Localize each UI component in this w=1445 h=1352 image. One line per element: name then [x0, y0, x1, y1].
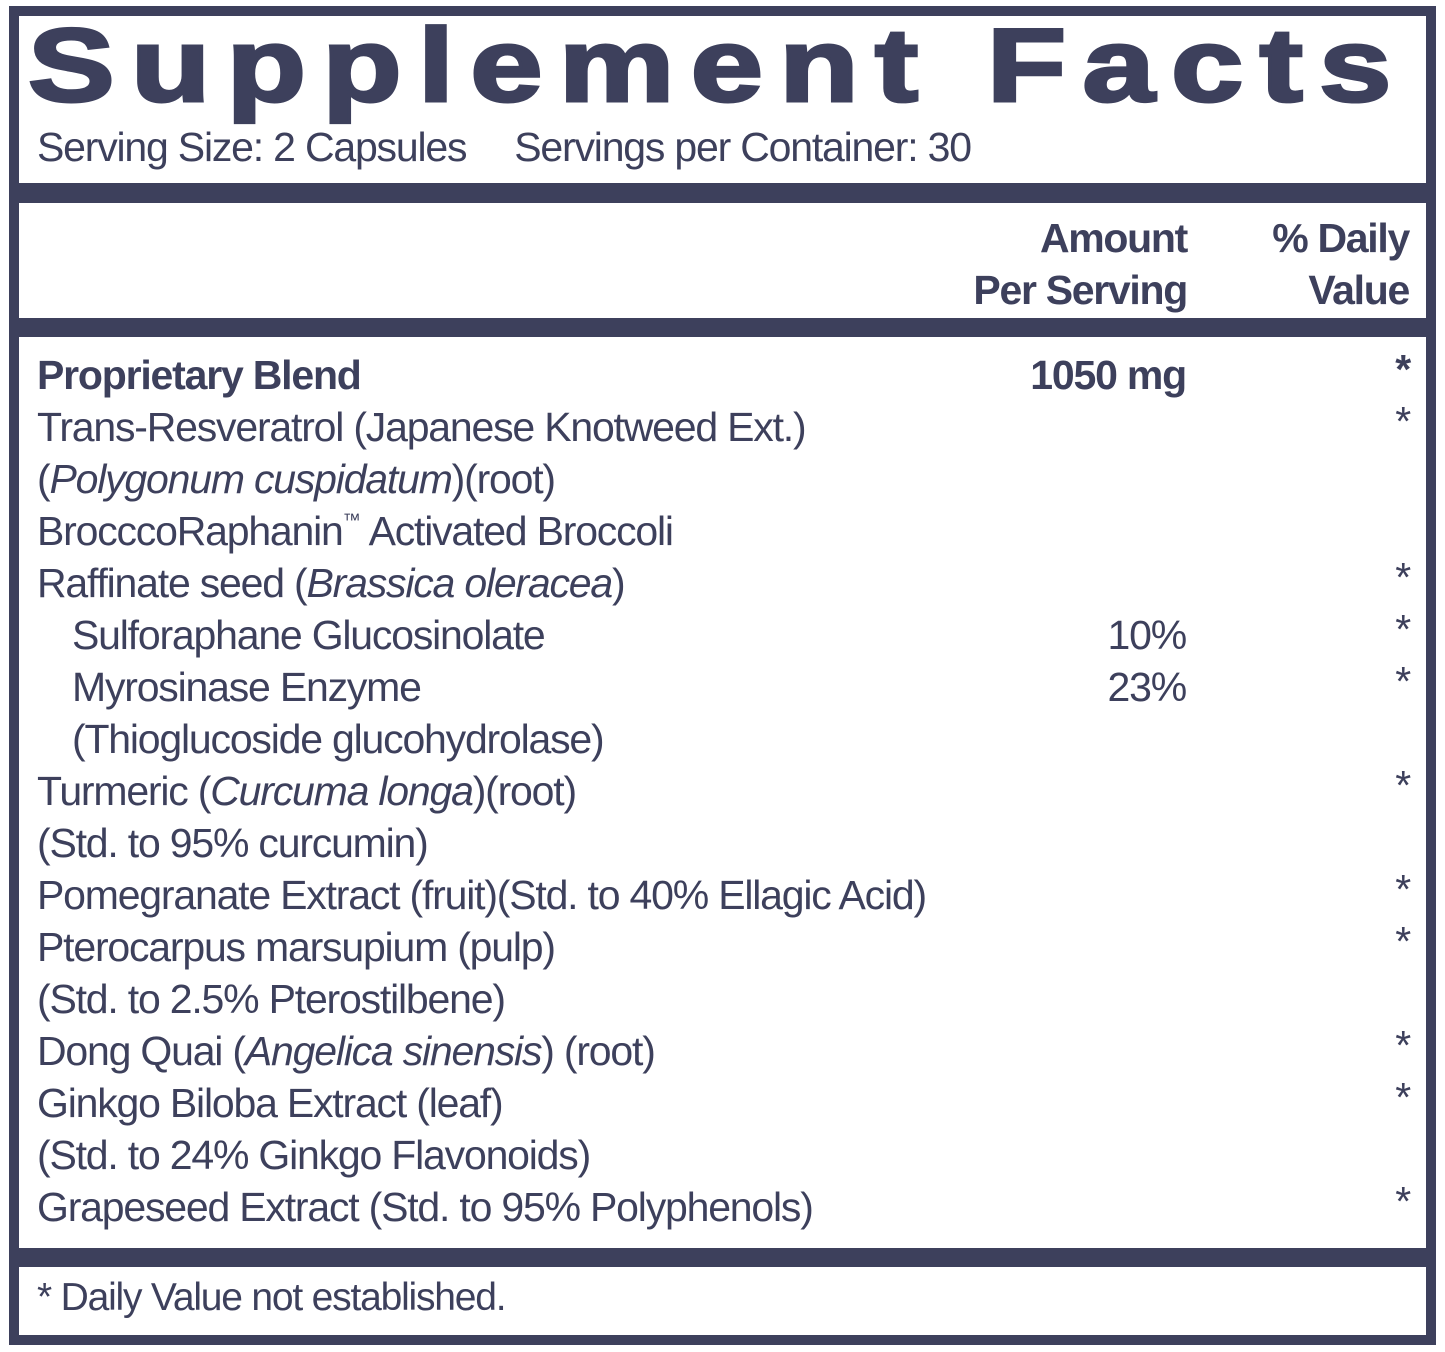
- ingredient-row: [37, 713, 1410, 765]
- divider-thick: [9, 1248, 1436, 1267]
- amount-per-serving: 1050 mg: [1030, 352, 1186, 398]
- ingredient-latin-name: Brassica oleracea: [306, 560, 612, 606]
- ingredient-row: [37, 346, 1410, 401]
- ingredient-text: )(root): [472, 768, 576, 814]
- ingredient-text: Activated Broccoli: [360, 508, 673, 554]
- ingredient-text: Raffinate seed (: [37, 560, 307, 606]
- ingredient-row: [37, 762, 1410, 817]
- ingredient-name: Grapeseed Extract (Std. to 95% Polyphenols): [37, 1184, 813, 1230]
- ingredient-latin-name: Angelica sinensis: [244, 1028, 542, 1074]
- ingredient-row: [37, 658, 1410, 713]
- ingredient-row: [37, 973, 1410, 1025]
- daily-value: *: [1395, 346, 1410, 392]
- label-title: Supplement Facts: [28, 8, 1408, 124]
- ingredient-row: [37, 1178, 1410, 1233]
- ingredient-text: )(root): [451, 456, 555, 502]
- ingredient-name: Myrosinase Enzyme: [72, 664, 421, 710]
- daily-value: *: [1395, 658, 1410, 704]
- ingredient-row: [37, 554, 1410, 609]
- ingredient-text: (: [37, 456, 50, 502]
- ingredient-text: Dong Quai (: [37, 1028, 245, 1074]
- ingredient-row: [37, 918, 1410, 973]
- dv-header-line2: Value: [1308, 267, 1409, 313]
- ingredient-name: Trans-Resveratrol (Japanese Knotweed Ext.): [37, 404, 806, 450]
- daily-value: *: [1395, 398, 1410, 444]
- ingredient-name: (Std. to 24% Ginkgo Flavonoids): [37, 1132, 591, 1178]
- ingredient-name: (Std. to 2.5% Pterostilbene): [37, 976, 505, 1022]
- ingredient-row: [37, 453, 1410, 505]
- ingredient-row: [37, 1074, 1410, 1129]
- daily-value: *: [1395, 866, 1410, 912]
- ingredient-latin-name: Curcuma longa: [210, 768, 473, 814]
- ingredient-row: [37, 1129, 1410, 1181]
- daily-value: *: [1395, 1074, 1410, 1120]
- ingredient-name: BrocccoRaphanin: [37, 508, 343, 554]
- ingredient-row: [37, 606, 1410, 661]
- ingredient-name: Proprietary Blend: [37, 352, 361, 398]
- ingredient-name: Sulforaphane Glucosinolate: [72, 612, 545, 658]
- ingredient-row: [37, 866, 1410, 921]
- ingredient-row: [37, 505, 1410, 557]
- ingredient-row: [37, 398, 1410, 453]
- ingredient-row: [37, 817, 1410, 869]
- trademark-symbol: ™: [342, 510, 361, 530]
- daily-value: *: [1395, 554, 1410, 600]
- ingredient-name: (Thioglucoside glucohydrolase): [72, 716, 604, 762]
- ingredient-name: Pterocarpus marsupium (pulp): [37, 924, 555, 970]
- amount-header-line1: Amount: [1039, 215, 1187, 261]
- serving-size: Serving Size: 2 Capsules: [37, 124, 467, 170]
- amount-per-serving: 23%: [1107, 664, 1186, 710]
- ingredient-name: (Std. to 95% curcumin): [37, 820, 428, 866]
- ingredient-latin-name: Polygonum cuspidatum: [49, 456, 452, 502]
- ingredient-text: ) (root): [541, 1028, 655, 1074]
- servings-per-container: Servings per Container: 30: [514, 124, 971, 170]
- dv-header-line1: % Daily: [1272, 215, 1409, 261]
- ingredient-name: Pomegranate Extract (fruit)(Std. to 40% Ellagic Acid): [37, 872, 926, 918]
- amount-header: [973, 212, 1187, 316]
- divider-thick: [9, 183, 1436, 203]
- ingredient-row: [37, 1022, 1410, 1077]
- serving-info: [37, 124, 971, 171]
- ingredient-text: ): [612, 560, 625, 606]
- daily-value: *: [1395, 606, 1410, 652]
- amount-per-serving: 10%: [1107, 612, 1186, 658]
- divider-thick: [9, 318, 1436, 337]
- ingredient-list: [37, 346, 1410, 1233]
- daily-value: *: [1395, 918, 1410, 964]
- amount-header-line2: Per Serving: [973, 267, 1187, 313]
- daily-value: *: [1395, 1022, 1410, 1068]
- footnote: * Daily Value not established.: [37, 1276, 506, 1319]
- ingredient-name: Ginkgo Biloba Extract (leaf): [37, 1080, 503, 1126]
- daily-value: *: [1395, 1178, 1410, 1224]
- daily-value-header: [1272, 212, 1409, 316]
- daily-value: *: [1395, 762, 1410, 808]
- ingredient-text: Turmeric (: [37, 768, 211, 814]
